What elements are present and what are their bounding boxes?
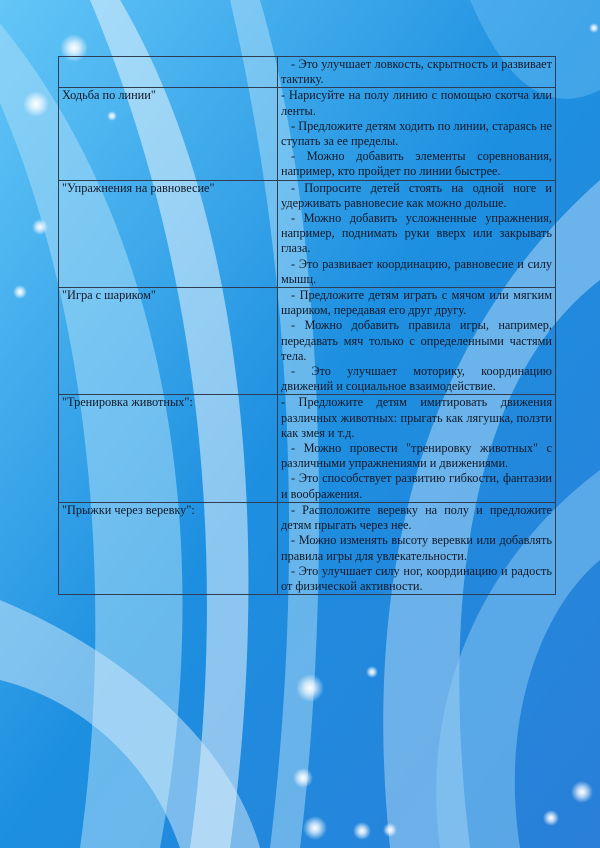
activity-description-cell bbox=[278, 88, 556, 180]
table-row bbox=[59, 288, 556, 395]
table-row bbox=[59, 180, 556, 287]
activities-table bbox=[58, 56, 556, 595]
description-line: - Можно добавить усложненные упражнения, например, поднимать руки вверх или закрывать глаза. bbox=[281, 211, 552, 256]
description-line: - Это улучшает силу ног, координацию и радость от физической активности. bbox=[281, 563, 552, 593]
activity-name-cell: Ходьба по линии" bbox=[59, 88, 278, 180]
activity-name-cell: "Тренировка животных": bbox=[59, 395, 278, 502]
description-line: - Предложите детям играть с мячом или мягким шариком, передавая его друг другу. bbox=[281, 288, 552, 318]
activity-description-cell bbox=[278, 502, 556, 594]
activity-name-cell: "Игра с шариком" bbox=[59, 288, 278, 395]
description-line: - Можно добавить элементы соревнования, например, кто пройдет по линии быстрее. bbox=[281, 149, 552, 179]
description-line: - Предложите детям имитировать движения различных животных: прыгать как лягушка, ползти как змея и т.д. bbox=[281, 395, 552, 440]
description-line: - Можно изменять высоту веревки или добавлять правила игры для увлекательности. bbox=[281, 533, 552, 563]
activity-description-cell bbox=[278, 57, 556, 88]
activity-description-cell bbox=[278, 180, 556, 287]
description-line: - Это улучшает ловкость, скрытность и развивает тактику. bbox=[281, 57, 552, 87]
description-line: - Нарисуйте на полу линию с помощью скотча или ленты. bbox=[281, 88, 552, 118]
table-row bbox=[59, 57, 556, 88]
description-line: - Это улучшает моторику, координацию движений и социальное взаимодействие. bbox=[281, 364, 552, 394]
description-line: - Расположите веревку на полу и предложите детям прыгать через нее. bbox=[281, 502, 552, 533]
activity-description-cell bbox=[278, 395, 556, 502]
activity-name-cell bbox=[59, 57, 278, 88]
description-line: - Можно провести "тренировку животных" с различными упражнениями и движениями. bbox=[281, 441, 552, 471]
description-line: - Можно добавить правила игры, например, передавать мяч только с определенными частями тела. bbox=[281, 318, 552, 363]
activity-description-cell bbox=[278, 288, 556, 395]
description-line: - Это развивает координацию, равновесие и силу мышц. bbox=[281, 256, 552, 286]
description-line: - Попросите детей стоять на одной ноге и удерживать равновесие как можно дольше. bbox=[281, 180, 552, 210]
activity-name-cell: "Упражнения на равновесие" bbox=[59, 180, 278, 287]
table-row bbox=[59, 502, 556, 594]
activity-name-cell: "Прыжки через веревку": bbox=[59, 502, 278, 594]
description-line: - Это способствует развитию гибкости, фантазии и воображения. bbox=[281, 471, 552, 501]
description-line: - Предложите детям ходить по линии, стараясь не ступать за ее пределы. bbox=[281, 118, 552, 149]
table-row bbox=[59, 395, 556, 502]
table-row bbox=[59, 88, 556, 180]
